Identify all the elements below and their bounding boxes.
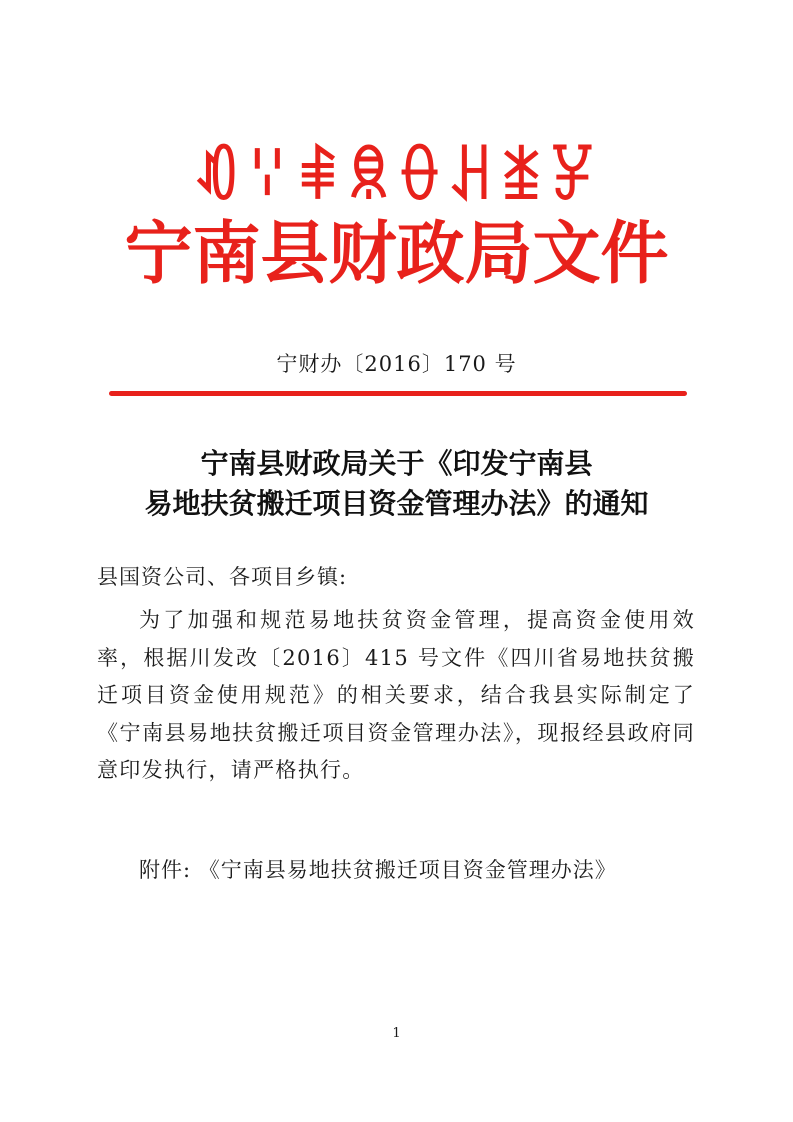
document-title-line-1: 宁南县财政局关于《印发宁南县 <box>200 447 593 480</box>
body-paragraph: 为了加强和规范易地扶贫资金管理，提高资金使用效率，根据川发改〔2016〕415 号文件《四川省易地扶贫搬迁项目资金使用规范》的相关要求，结合我县实际制定了《宁南县易地扶贫搬迁项目资金管理办法》，现报经县政府同意印发执行，请严格执行。 <box>97 608 695 782</box>
salutation: 县国资公司、各项目乡镇: <box>97 565 348 589</box>
attachment-line: 附件: 《宁南县易地扶贫搬迁项目资金管理办法》 <box>139 858 617 882</box>
yi-script-masthead: ꀒꈌꑌꌋꂷꃅꁧꐯ <box>193 143 600 213</box>
page-number: 1 <box>392 1026 401 1041</box>
document-title <box>0 444 793 524</box>
document-title-line-2: 易地扶贫搬迁项目资金管理办法》的通知 <box>144 487 649 520</box>
red-divider-rule <box>109 391 687 396</box>
issuer-masthead: 宁南县财政局文件 <box>124 215 669 294</box>
document-number: 宁财办〔2016〕170 号 <box>276 352 517 376</box>
